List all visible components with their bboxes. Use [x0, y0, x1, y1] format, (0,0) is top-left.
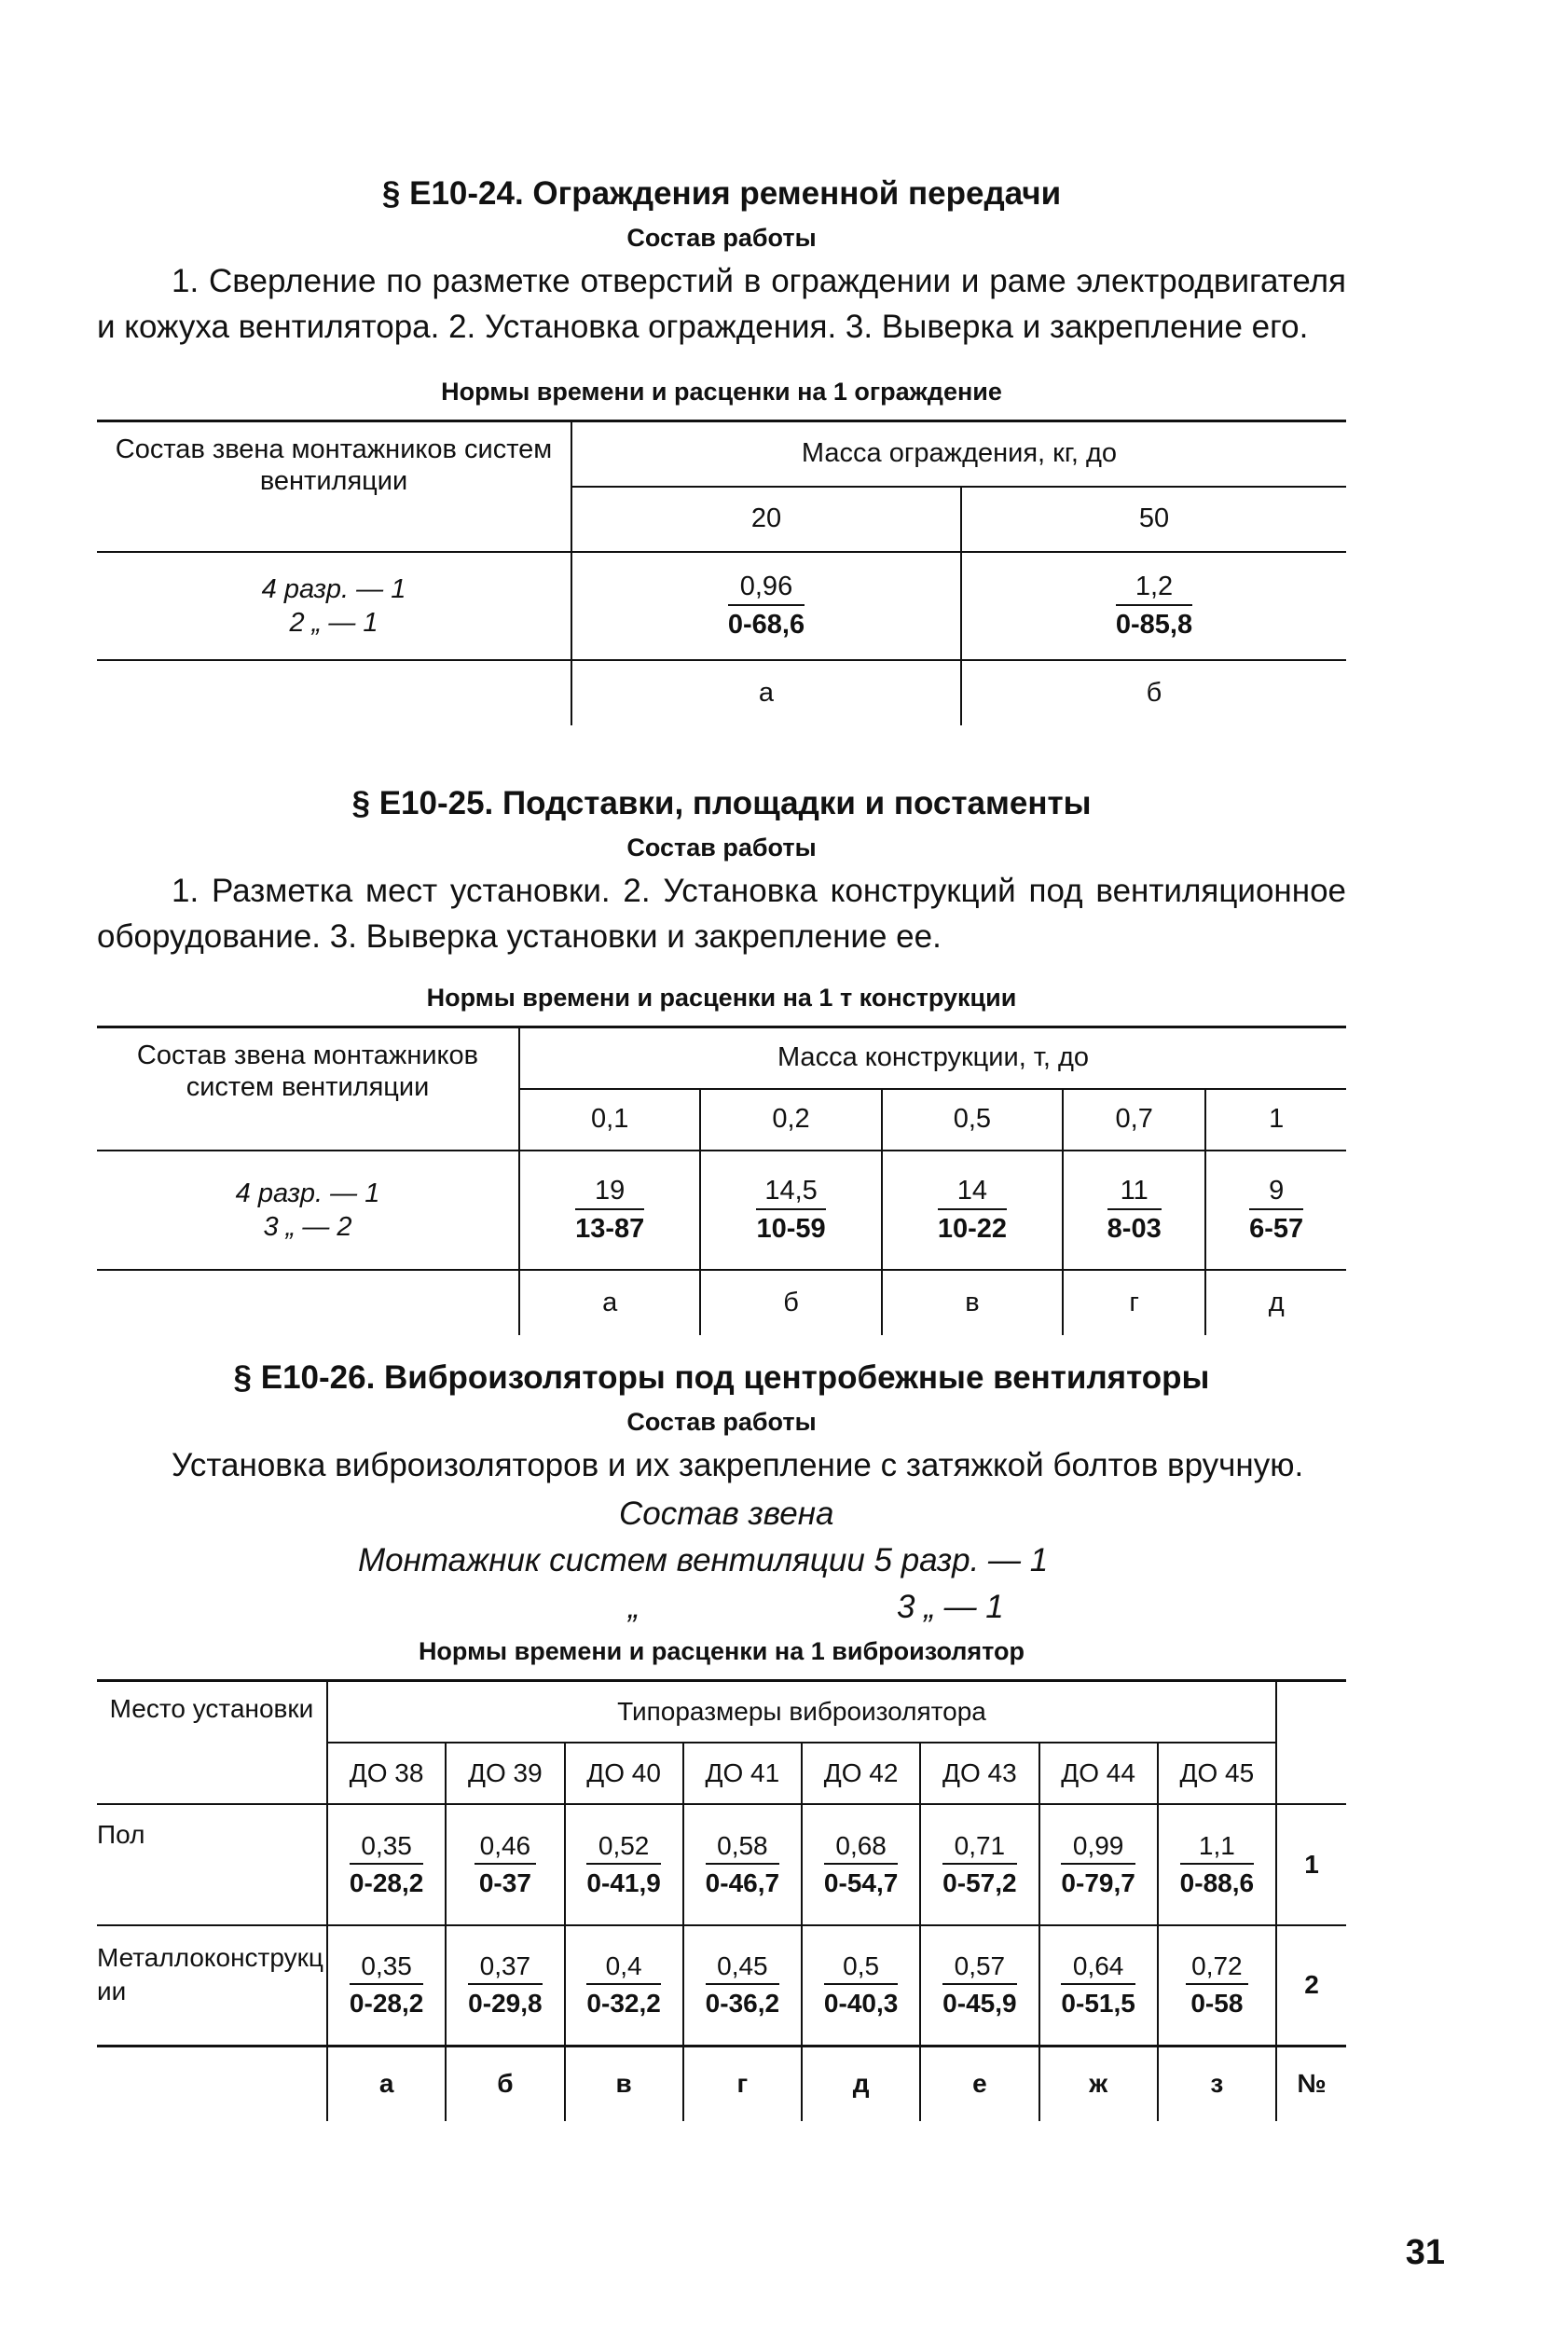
norm-time: 0,4 [586, 1951, 660, 1985]
header-group: Масса ограждения, кг, до [571, 421, 1346, 487]
value-cell [1039, 1925, 1158, 2047]
rate: 0-57,2 [942, 1868, 1017, 1897]
value-cell [327, 1804, 446, 1925]
crew-line: 4 разр. — 1 [235, 1178, 380, 1208]
column-letter: г [1063, 1270, 1205, 1335]
value-cell [683, 1925, 802, 2047]
norm-time: 19 [575, 1176, 644, 1210]
value-cell [802, 1804, 920, 1925]
rate: 13-87 [575, 1213, 645, 1244]
header-crew: Состав звена монтажников систем вентиляции [97, 1027, 519, 1151]
norm-time: 0,64 [1061, 1951, 1135, 1985]
norm-time: 0,68 [824, 1831, 898, 1865]
column-letter: в [565, 2047, 683, 2121]
norms-table [97, 1679, 1346, 2121]
header-col: 0,7 [1063, 1089, 1205, 1151]
crew-block [97, 1495, 1346, 1635]
rate: 0-37 [478, 1868, 531, 1897]
rate: 6-57 [1249, 1213, 1304, 1244]
header-col: 0,1 [519, 1089, 700, 1151]
row-number: 2 [1304, 1970, 1319, 2000]
column-letter: г [683, 2047, 802, 2121]
section-e10-25 [97, 785, 1346, 1335]
norms-table [97, 1026, 1346, 1335]
column-letter: з [1158, 2047, 1276, 2121]
value-cell [519, 1151, 700, 1270]
column-letter: а [571, 660, 961, 725]
norm-time: 0,57 [942, 1951, 1016, 1985]
norm-time: 14 [938, 1176, 1007, 1210]
norm-time: 0,46 [475, 1831, 537, 1865]
value-cell [1158, 1804, 1276, 1925]
section-text: 1. Сверление по разметке отверстий в ограждении и раме электродвигателя и кожуха вентилятора. 2. Установка ограждения. 3. Выверка и закрепление его. [97, 263, 1346, 345]
value-cell [1063, 1151, 1205, 1270]
number-label: № [1297, 2069, 1327, 2099]
rate: 0-28,2 [349, 1989, 424, 2019]
table-caption: Нормы времени и расценки на 1 ограждение [441, 378, 1002, 406]
norm-time: 0,72 [1186, 1951, 1248, 1985]
value-cell [565, 1925, 683, 2047]
value-cell [1039, 1804, 1158, 1925]
column-letter: б [700, 1270, 881, 1335]
section-e10-26 [97, 1359, 1346, 2121]
section-title: § Е10-25. Подставки, площадки и постаменты [351, 785, 1092, 821]
value-cell [920, 1804, 1038, 1925]
header-col: ДО 44 [1039, 1743, 1158, 1804]
rate: 0-40,3 [823, 1989, 899, 2019]
value-cell [802, 1925, 920, 2047]
header-col: ДО 41 [683, 1743, 802, 1804]
norm-time: 0,35 [350, 1831, 423, 1865]
header-col: ДО 42 [802, 1743, 920, 1804]
rate: 0-68,6 [727, 609, 805, 640]
section-subtitle: Состав работы [626, 224, 817, 252]
norm-time: 0,96 [728, 572, 805, 606]
norm-time: 0,5 [824, 1951, 898, 1985]
crew-line: 3 „ — 2 [263, 1211, 352, 1242]
value-cell [571, 552, 961, 660]
column-letter: е [920, 2047, 1038, 2121]
norm-time: 0,35 [350, 1951, 423, 1985]
norm-time: 1,2 [1116, 572, 1192, 606]
norm-time: 1,1 [1180, 1831, 1254, 1865]
row-number: 1 [1304, 1849, 1319, 1879]
crew-cell [97, 552, 571, 660]
column-letter: д [802, 2047, 920, 2121]
crew-cell [97, 1151, 519, 1270]
value-cell [565, 1804, 683, 1925]
rate: 0-54,7 [823, 1868, 899, 1897]
column-letter: д [1268, 1287, 1285, 1317]
header-col: ДО 43 [920, 1743, 1038, 1804]
norm-time: 0,71 [942, 1831, 1016, 1865]
value-cell [1158, 1925, 1276, 2047]
header-col: ДО 45 [1158, 1743, 1276, 1804]
norm-time: 0,58 [706, 1831, 779, 1865]
rate: 0-51,5 [1061, 1989, 1135, 2019]
rate: 0-58 [1190, 1989, 1244, 2019]
norm-time: 9 [1249, 1176, 1303, 1210]
column-letter: б [1146, 677, 1162, 708]
header-col: ДО 38 [327, 1743, 446, 1804]
header-crew: Состав звена монтажников систем вентиляции [97, 421, 571, 552]
norm-time: 0,45 [706, 1951, 779, 1985]
rate: 10-22 [937, 1213, 1007, 1244]
rate: 0-32,2 [586, 1989, 661, 2019]
rate: 0-36,2 [705, 1989, 780, 2019]
header-col: ДО 40 [565, 1743, 683, 1804]
crew-line: 3 „ — 1 [897, 1589, 1004, 1625]
norm-time: 0,52 [586, 1831, 660, 1865]
section-title: § Е10-26. Виброизоляторы под центробежные вентиляторы [233, 1359, 1210, 1396]
header-col: 1 [1269, 1104, 1285, 1134]
rate: 0-41,9 [586, 1868, 661, 1897]
rate: 8-03 [1107, 1213, 1162, 1244]
value-cell [446, 1925, 564, 2047]
header-group: Масса конструкции, т, до [519, 1027, 1346, 1089]
value-cell [700, 1151, 881, 1270]
value-cell [1205, 1151, 1346, 1270]
rate: 10-59 [756, 1213, 826, 1244]
norm-time: 0,37 [468, 1951, 542, 1985]
rate: 0-85,8 [1115, 609, 1193, 640]
header-place: Место установки [97, 1681, 327, 1804]
column-letter: а [519, 1270, 700, 1335]
place-cell: Металлоконструкции [97, 1925, 327, 2047]
crew-ditto: „ [628, 1589, 640, 1625]
value-cell [446, 1804, 564, 1925]
header-col: 0,2 [700, 1089, 881, 1151]
rate: 0-46,7 [705, 1868, 780, 1897]
column-letter: в [882, 1270, 1063, 1335]
rate: 0-79,7 [1061, 1868, 1135, 1897]
value-cell [327, 1925, 446, 2047]
norms-table [97, 420, 1346, 725]
norm-time: 0,99 [1061, 1831, 1135, 1865]
page-number: 31 [1405, 2233, 1445, 2272]
header-col: ДО 39 [446, 1743, 564, 1804]
column-letter: б [446, 2047, 564, 2121]
value-cell [683, 1804, 802, 1925]
rate: 0-28,2 [349, 1868, 424, 1897]
crew-line: 2 „ — 1 [289, 607, 378, 638]
header-col: 20 [571, 487, 961, 552]
column-letter: а [327, 2047, 446, 2121]
section-e10-24 [97, 175, 1346, 725]
table-row [97, 1925, 1346, 2047]
table-caption: Нормы времени и расценки на 1 виброизолятор [418, 1637, 1025, 1665]
rate: 0-29,8 [468, 1989, 543, 2019]
rate: 0-88,6 [1179, 1868, 1255, 1897]
header-group: Типоразмеры виброизолятора [327, 1681, 1276, 1743]
header-col: 50 [1138, 503, 1170, 533]
column-letter: ж [1039, 2047, 1158, 2121]
section-text: 1. Разметка мест установки. 2. Установка конструкций под вентиляционное оборудование. 3. Выверка установки и закрепление ее. [97, 873, 1346, 955]
value-cell [882, 1151, 1063, 1270]
crew-title: Состав звена [619, 1495, 834, 1532]
rate: 0-45,9 [942, 1989, 1017, 2019]
section-subtitle: Состав работы [626, 834, 817, 861]
section-subtitle: Состав работы [626, 1408, 817, 1436]
crew-line: 4 разр. — 1 [261, 573, 406, 604]
table-row [97, 1804, 1346, 1925]
section-text: Установка виброизоляторов и их закрепление с затяжкой болтов вручную. [172, 1447, 1304, 1483]
norm-time: 14,5 [756, 1176, 825, 1210]
crew-line: Монтажник систем вентиляции 5 разр. — 1 [358, 1542, 1049, 1578]
place-cell: Пол [97, 1804, 327, 1925]
value-cell [920, 1925, 1038, 2047]
norm-time: 11 [1107, 1176, 1162, 1210]
header-col: 0,5 [882, 1089, 1063, 1151]
table-caption: Нормы времени и расценки на 1 т конструкции [426, 984, 1017, 1012]
section-title: § Е10-24. Ограждения ременной передачи [381, 175, 1062, 212]
value-cell [961, 552, 1346, 660]
